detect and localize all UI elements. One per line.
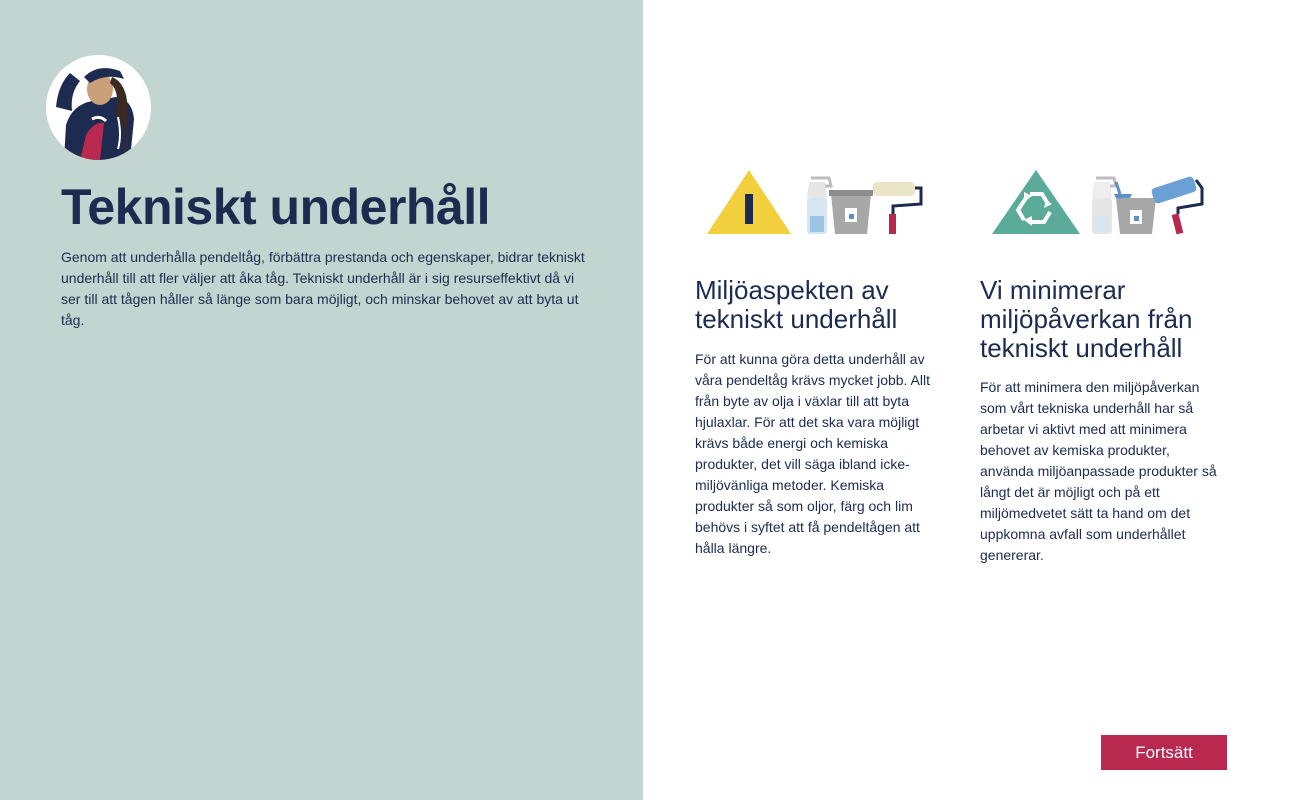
card-heading: Miljöaspekten av tekniskt underhåll (695, 275, 898, 334)
intro-panel (0, 0, 643, 800)
card-body-text: För att minimera den miljöpåverkan som vårt tekniska underhåll har så arbetar vi aktivt med att minimera behovet av kemiska produkter, använda miljöanpassade produkter så långt det är möjligt och på ett miljömedvetet sätt ta hand om det uppkomna avfall som underhållet genererar. (980, 379, 1217, 563)
card-heading: Vi minimerar miljöpåverkan från tekniskt underhåll (980, 275, 1193, 363)
recycling-sign-icon (992, 170, 1080, 234)
card-icon-row (980, 168, 1220, 240)
card-body-text: För att kunna göra detta underhåll av våra pendeltåg krävs mycket jobb. Allt från byte av olja i växlar till att byta hjulaxlar. För att det ska vara möjligt krävs både energi och kemiska produkter, det vill säga ibland icke-miljövänliga metoder. Kemiska produkter så som oljor, färg och lim behövs i syftet att få pendeltågen att hålla längre. (695, 351, 931, 556)
intro-text: Genom att underhålla pendeltåg, förbättra prestanda och egenskaper, bidrar tekniskt underhåll till att fler väljer att åka tåg. Tekniskt underhåll är i sig resurseffektivt då vi ser till att tågen håller så länge som bara möjligt, och minskar behovet av att byta ut tåg. (61, 249, 585, 328)
page-title: Tekniskt underhåll (61, 179, 491, 235)
paint-bucket-icon (1114, 182, 1156, 234)
continue-button[interactable]: Fortsätt (1101, 735, 1227, 770)
paint-bucket-icon (829, 190, 873, 234)
spray-bottle-icon (1092, 178, 1116, 234)
paint-roller-icon (1151, 176, 1202, 235)
warning-sign-icon (707, 170, 791, 234)
paint-roller-icon (873, 182, 921, 234)
spray-bottle-icon (807, 178, 831, 234)
maintenance-worker-illustration (46, 55, 151, 160)
worker-avatar (46, 55, 151, 160)
card-icon-row (695, 168, 935, 240)
